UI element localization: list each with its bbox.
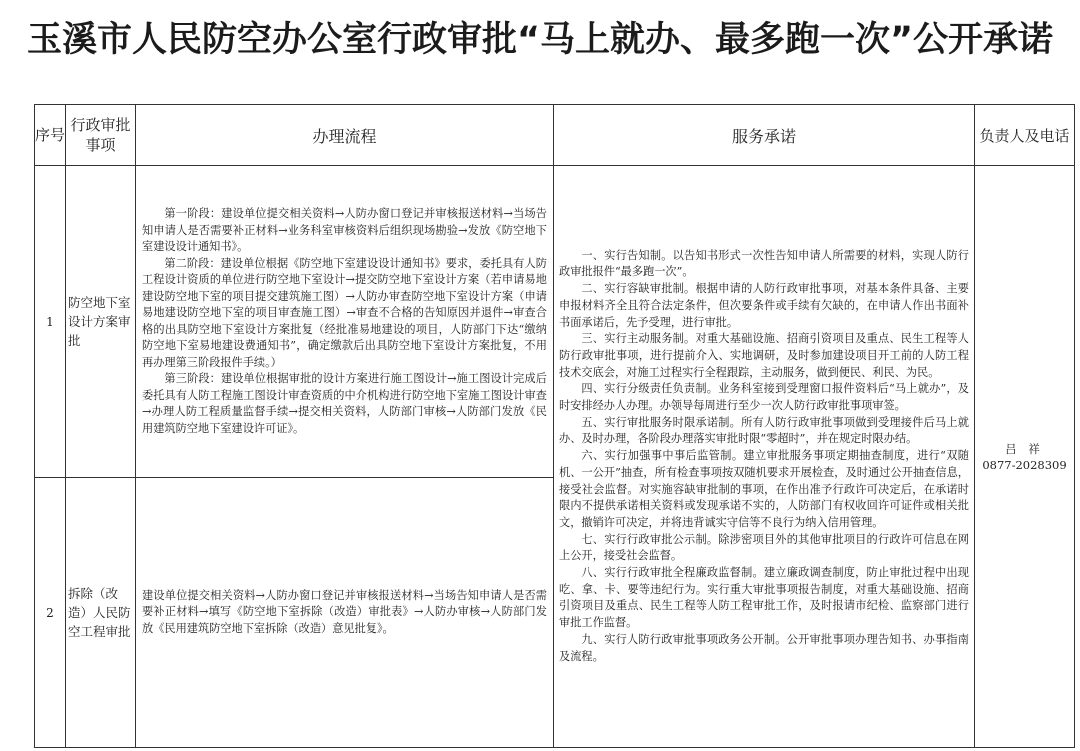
row2-process: [136, 478, 554, 748]
service-item-8: 八、实行行政审批全程廉政监督制。建立廉政调查制度，防止审批过程中出现吃、拿、卡、要等违纪行为。实行重大审批事项报告制度，对重大基础设施、招商引资项目及重点、民生工程等人防工程审批工作，及时报请市纪检、监察部门进行审批工作监督。: [559, 566, 969, 630]
page-title: 玉溪市人民防空办公室行政审批“马上就办、最多跑一次”公开承诺: [26, 20, 1053, 60]
table-row: [35, 166, 1075, 478]
row1-process-step1: 第一阶段：建设单位提交相关资料→人防办窗口登记并审核报送材料→当场告知申请人是否需要补正材料→业务科室审核资料后组织现场勘验→发放《防空地下室建设设计通知书》。: [142, 207, 547, 253]
row2-process-step1: 建设单位提交相关资料→人防办窗口登记并审核报送材料→当场告知申请人是否需要补正材料→填写《防空地下室拆除（改造）审批表》→人防办审核→人防部门发放《民用建筑防空地下室拆除（改造）意见批复》。: [142, 588, 547, 635]
row1-process-step2: 第二阶段：建设单位根据《防空地下室建设设计通知书》要求，委托具有人防工程设计资质的单位进行防空地下室设计→提交防空地下室设计方案（若申请易地建设防空地下室的项目提交建筑施工图）→人防办审查防空地下室设计方案（申请易地建设防空地下室的项目审查施工图）→审查不合格的告知原因并退件→审查合格的出具防空地下室设计方案批复（经批准易地建设的项目，人防部门下达“缴纳防空地下室易地建设费通知书”，确定缴款后出具防空地下室设计方案批复，不用再办理第三阶段报件手续。）: [142, 256, 547, 369]
service-item-7: 七、实行行政审批公示制。除涉密项目外的其他审批项目的行政许可信息在网上公开，接受社会监督。: [559, 532, 969, 563]
service-item-4: 四、实行分级责任负责制。业务科室接到受理窗口报件资料后“马上就办”，及时安排经办人办理。办领导每周进行至少一次人防行政审批事项审签。: [559, 382, 969, 413]
service-item-5: 五、实行审批服务时限承诺制。所有人防行政审批事项做到受理接件后马上就办、及时办理，各阶段办理落实审批时限“零超时”，并在规定时限办结。: [559, 415, 969, 446]
header-process: 办理流程: [136, 105, 554, 166]
row2-no: 2: [35, 478, 66, 748]
row1-process-step3: 第三阶段：建设单位根据审批的设计方案进行施工图设计→施工图设计完成后委托具有人防工程施工图设计审查资质的中介机构进行防空地下室施工图设计审查→办理人防工程质量监督手续→提交相关资料，人防部门审核→人防部门发放《民用建筑防空地下室建设许可证》。: [142, 372, 547, 435]
service-item-6: 六、实行加强事中事后监管制。建立审批服务事项定期抽查制度，进行“双随机、一公开”抽查，所有检查事项按双随机要求开展检查，及时通过公开抽查信息，接受社会监督。对实施容缺审批制的事项，在作出准予行政许可决定后，在承诺时限内不提供承诺相关资料或发现承诺不实的，人防部门有权收回许可证件或相关批文，撤销许可决定，并将违背诚实守信等不良行为纳入信用管理。: [559, 449, 969, 529]
header-service: 服务承诺: [554, 105, 975, 166]
header-item: 行政审批事项: [66, 105, 136, 166]
service-item-3: 三、实行主动服务制。对重大基础设施、招商引资项目及重点、民生工程等人防行政审批事项，进行提前介入、实地调研，及时参加建设项目开工前的人防工程技术交底会，对施工过程实行全程跟踪，主动服务，做到便民、利民、为民。: [559, 332, 969, 379]
row2-item: 拆除（改造）人民防空工程审批: [66, 478, 136, 748]
service-item-9: 九、实行人防行政审批事项政务公开制。公开审批事项办理告知书、办事指南及流程。: [559, 632, 969, 663]
table-header-row: [35, 105, 1075, 166]
header-no: 序号: [35, 105, 66, 166]
owner-phone: 0877-2028309: [982, 457, 1067, 472]
owner-contact: [975, 166, 1075, 748]
owner-name: 吕 祥: [1005, 441, 1044, 456]
row1-process: [136, 166, 554, 478]
row1-no: 1: [35, 166, 66, 478]
service-commitments: [554, 166, 975, 748]
row1-item: 防空地下室设计方案审批: [66, 166, 136, 478]
commitment-table: [34, 104, 1075, 748]
service-item-2: 二、实行容缺审批制。根据申请的人防行政审批事项，对基本条件具备、主要申报材料齐全且符合法定条件，但次要条件或手续有欠缺的，在申请人作出书面补书面承诺后，先予受理，进行审批。: [559, 282, 969, 329]
service-item-1: 一、实行告知制。以告知书形式一次性告知申请人所需要的材料，实现人防行政审批报件“最多跑一次”。: [559, 248, 969, 279]
header-owner: 负责人及电话: [975, 105, 1075, 166]
